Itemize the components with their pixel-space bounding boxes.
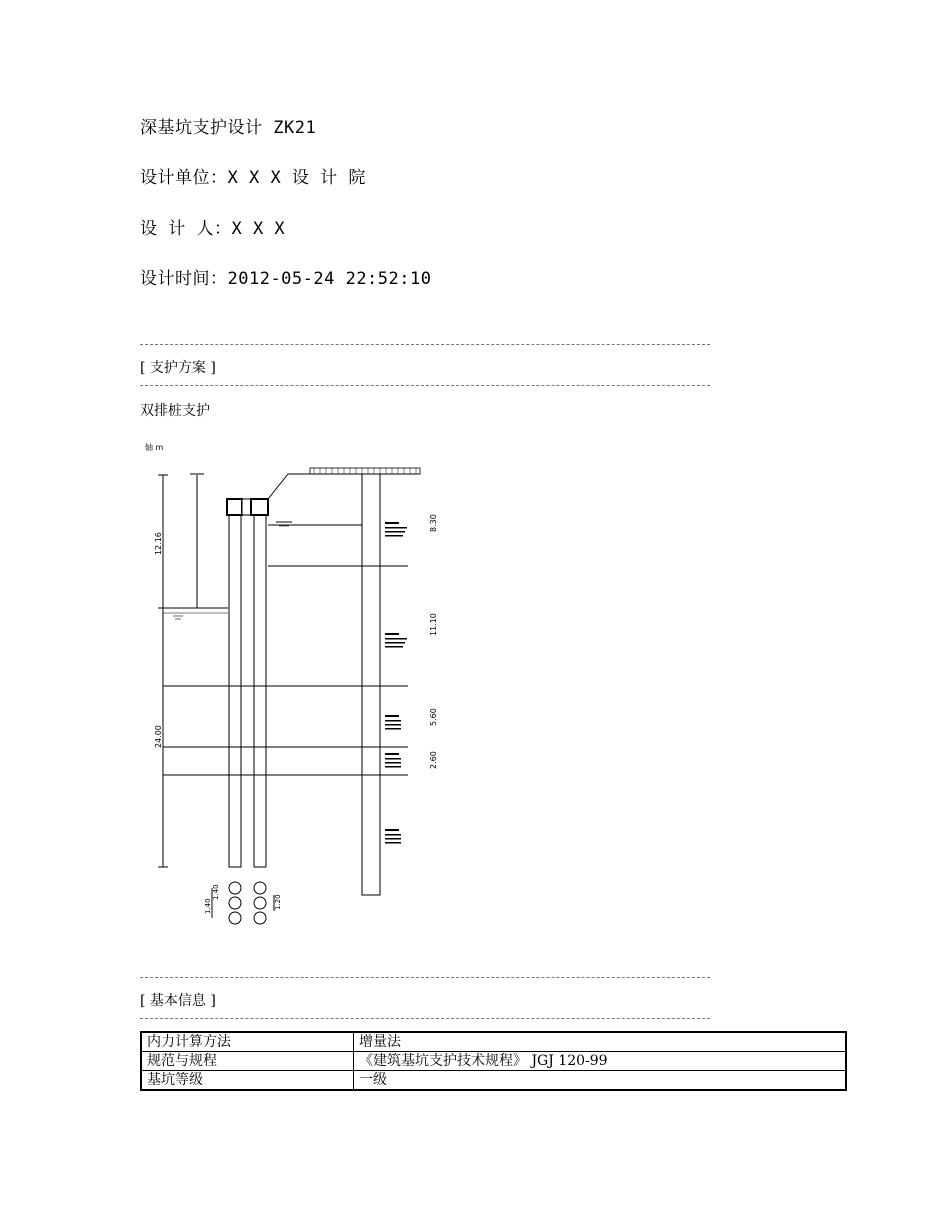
dim-left-upper: 12.16 xyxy=(154,532,163,555)
table-row xyxy=(141,1052,846,1071)
pile-spacing-2: 1.40 xyxy=(212,884,220,900)
basic-info-table xyxy=(140,1031,847,1091)
dim-left-lower: 24.00 xyxy=(154,725,163,748)
dim-right-3: 5.60 xyxy=(429,708,438,726)
doc-title: 深基坑支护设计 ZK21 xyxy=(140,118,317,138)
support-section-drawing xyxy=(140,430,440,930)
basic-heading: [ 基本信息 ] xyxy=(140,993,216,1009)
drawing-corner-label: 轴 m xyxy=(145,443,164,452)
dim-right-1: 8.30 xyxy=(429,514,438,532)
pile-spacing-3: 1.20 xyxy=(274,894,282,910)
table-cell-label: 规范与规程 xyxy=(141,1052,354,1071)
divider xyxy=(140,1018,710,1019)
dim-right-4: 2.60 xyxy=(429,751,438,769)
divider xyxy=(140,385,710,386)
table-row xyxy=(141,1071,846,1091)
scheme-heading: [ 支护方案 ] xyxy=(140,360,216,376)
table-cell-label: 基坑等级 xyxy=(141,1071,354,1091)
table-cell-value: 一级 xyxy=(354,1071,847,1091)
table-cell-value: 增量法 xyxy=(354,1032,847,1052)
design-time: 设计时间：2012-05-24 22:52:10 xyxy=(140,269,432,289)
design-unit: 设计单位：X X X 设 计 院 xyxy=(140,168,366,188)
table-row xyxy=(141,1032,846,1052)
dim-right-2: 11.10 xyxy=(429,613,438,636)
designer: 设 计 人：X X X xyxy=(140,219,286,239)
table-cell-label: 内力计算方法 xyxy=(141,1032,354,1052)
scheme-type: 双排桩支护 xyxy=(140,403,210,419)
pile-spacing-1: 1.40 xyxy=(204,898,212,914)
divider xyxy=(140,977,710,978)
table-cell-value: 《建筑基坑支护技术规程》 JGJ 120-99 xyxy=(354,1052,847,1071)
divider xyxy=(140,344,710,345)
